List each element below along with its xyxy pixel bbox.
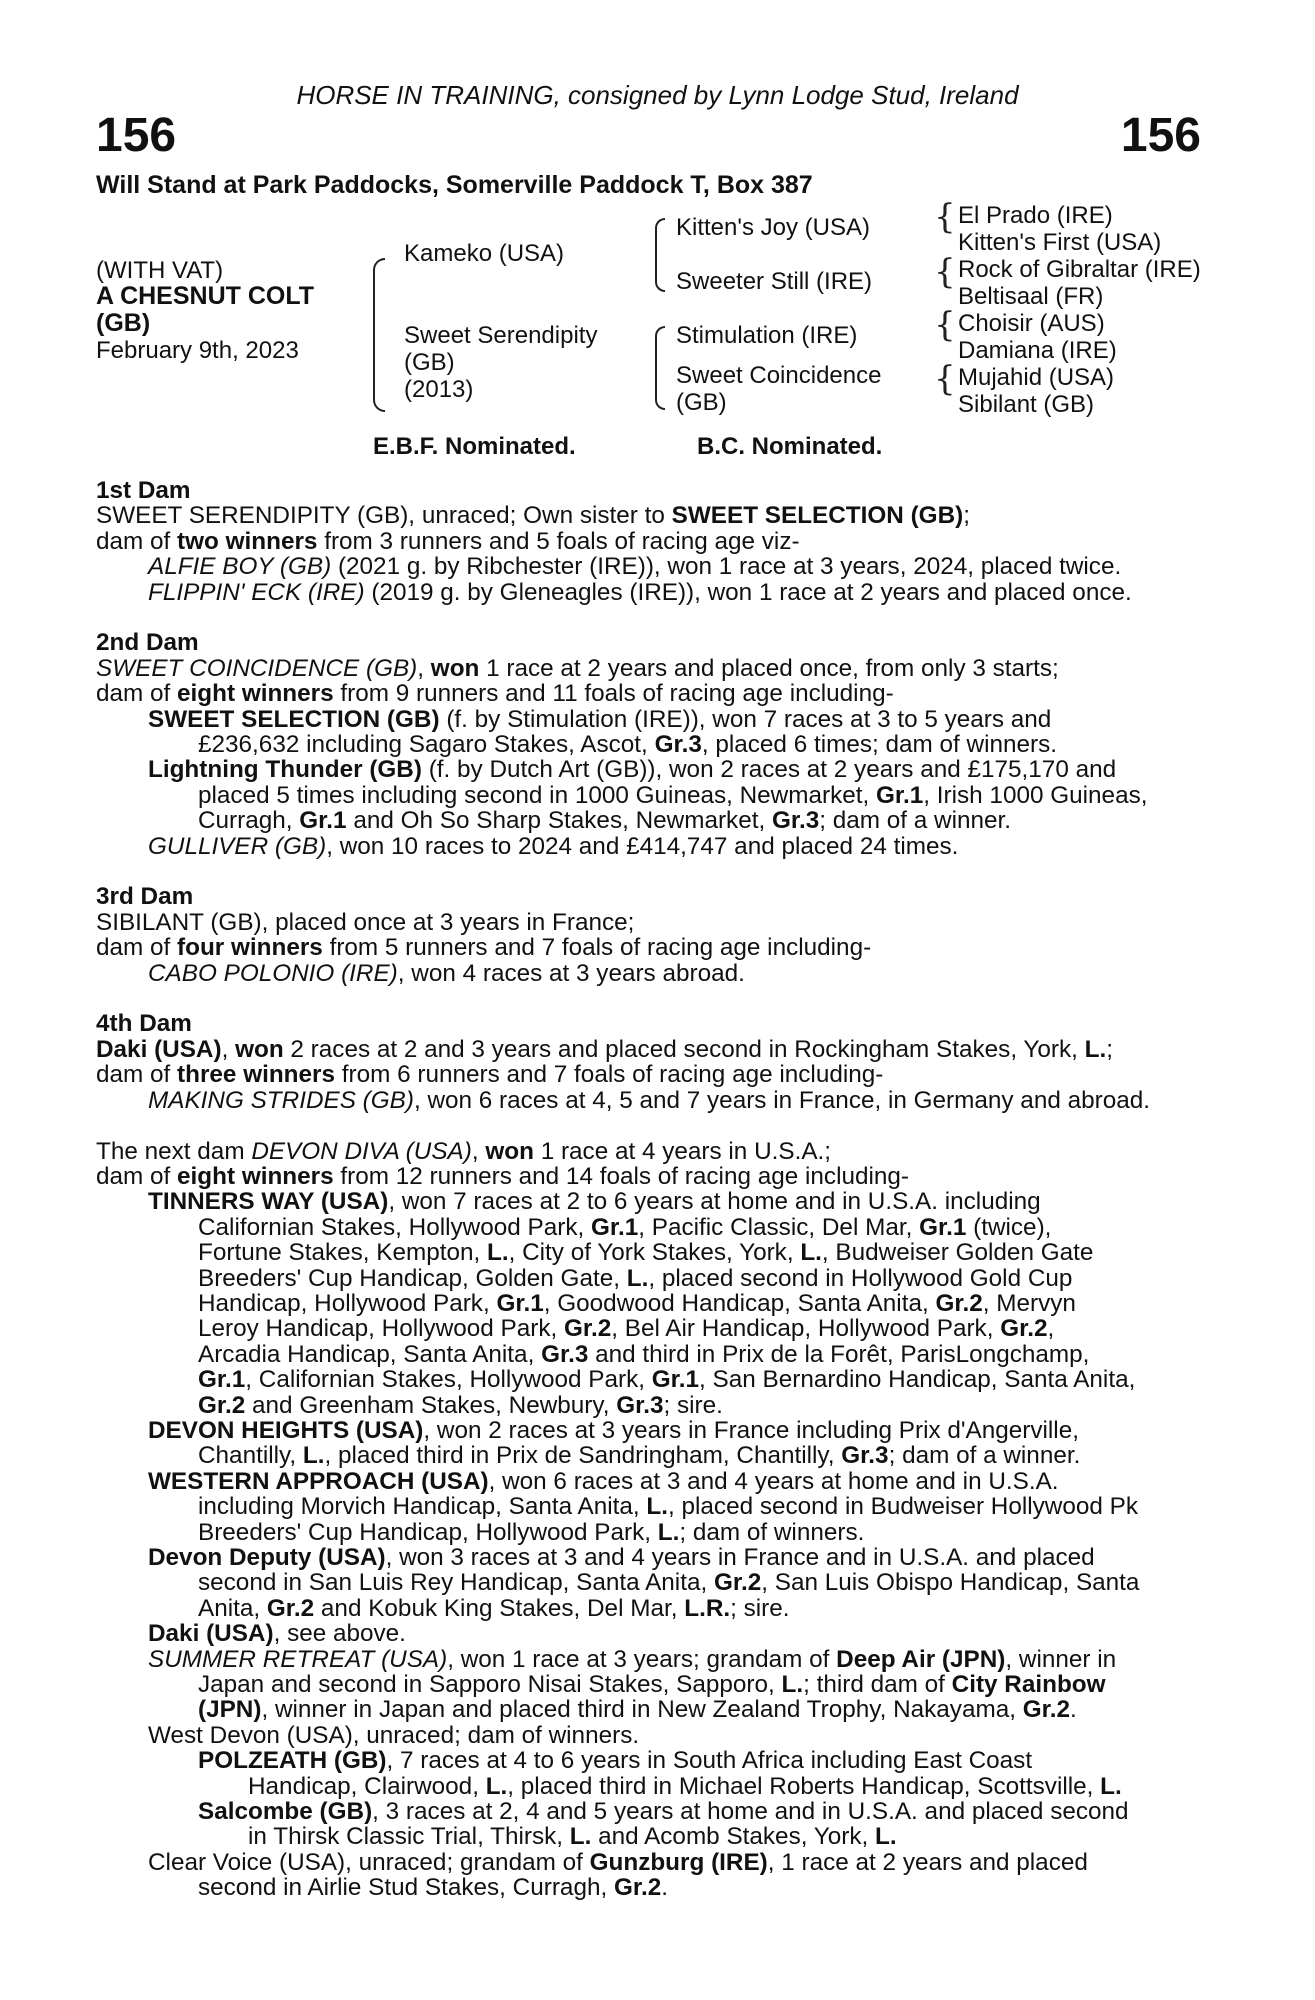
next-dam-offspring: TINNERS WAY (USA), won 7 races at 2 to 6 years at home and in U.S.A. including xyxy=(148,1188,1041,1216)
second-dam-line: SWEET COINCIDENCE (GB), won 1 race at 2 years and placed once, from only 3 starts; xyxy=(96,654,1059,682)
next-dam-offspring: Gr.2 and Greenham Stakes, Newbury, Gr.3; sire. xyxy=(198,1391,723,1419)
ancestor-ddd: Sibilant (GB) xyxy=(958,391,1095,418)
second-dam-line: dam of eight winners from 9 runners and 11 foals of racing age including- xyxy=(96,680,894,708)
vat-label: (WITH VAT) xyxy=(96,257,224,284)
first-dam-line: dam of two winners from 3 runners and 5 foals of racing age viz- xyxy=(96,527,800,555)
brace-glyph: { xyxy=(934,197,956,237)
next-dam-offspring: Handicap, Hollywood Park, Gr.1, Goodwood Handicap, Santa Anita, Gr.2, Mervyn xyxy=(198,1289,1076,1317)
second-dam-offspring: Lightning Thunder (GB) (f. by Dutch Art (GB)), won 2 races at 2 years and £175,170 and xyxy=(148,756,1117,784)
sire-name: Kameko (USA) xyxy=(404,240,565,267)
grand-offspring: POLZEATH (GB), 7 races at 4 to 6 years in South Africa including East Coast xyxy=(198,1747,1033,1775)
next-dam-offspring: Leroy Handicap, Hollywood Park, Gr.2, Bel Air Handicap, Hollywood Park, Gr.2, xyxy=(198,1315,1055,1343)
next-dam-offspring: West Devon (USA), unraced; dam of winners. xyxy=(148,1721,640,1749)
next-dam-offspring: second in Airlie Stud Stakes, Curragh, Gr.2. xyxy=(198,1874,669,1902)
first-dam-offspring: FLIPPIN' ECK (IRE) (2019 g. by Gleneagles (IRE)), won 1 race at 2 years and placed once. xyxy=(148,578,1132,606)
third-dam-line: SIBILANT (GB), placed once at 3 years in France; xyxy=(96,908,635,936)
produce-record xyxy=(96,478,1204,1901)
next-dam-line: The next dam DEVON DIVA (USA), won 1 race at 4 years in U.S.A.; xyxy=(96,1137,832,1165)
grand-offspring: Handicap, Clairwood, L., placed third in Michael Roberts Handicap, Scottsville, L. xyxy=(248,1772,1122,1800)
lot-number-right: 156 xyxy=(1120,109,1201,162)
next-dam-offspring: Californian Stakes, Hollywood Park, Gr.1, Pacific Classic, Del Mar, Gr.1 (twice), xyxy=(198,1213,1052,1241)
next-dam-offspring: Clear Voice (USA), unraced; grandam of Gunzburg (IRE), 1 race at 2 years and placed xyxy=(148,1848,1088,1876)
pedigree-brace xyxy=(373,258,385,412)
dam-name: Sweet Serendipity xyxy=(404,322,598,349)
next-dam-offspring: Chantilly, L., placed third in Prix de Sandringham, Chantilly, Gr.3; dam of a winner. xyxy=(198,1442,1081,1470)
brace-glyph: { xyxy=(934,252,956,292)
next-dam-offspring: Breeders' Cup Handicap, Golden Gate, L., placed second in Hollywood Gold Cup xyxy=(198,1264,1073,1292)
ebf-nomination: E.B.F. Nominated. xyxy=(373,433,576,460)
ancestor-ssd: Kitten's First (USA) xyxy=(958,229,1162,256)
next-dam-offspring: second in San Luis Rey Handicap, Santa Anita, Gr.2, San Luis Obispo Handicap, Santa xyxy=(198,1569,1140,1597)
third-dam-heading: 3rd Dam xyxy=(96,883,194,911)
third-dam-line: dam of four winners from 5 runners and 7 foals of racing age including- xyxy=(96,934,872,962)
fourth-dam-line: Daki (USA), won 2 races at 2 and 3 years and placed second in Rockingham Stakes, York, L.; xyxy=(96,1035,1113,1063)
next-dam-offspring: DEVON HEIGHTS (USA), won 2 races at 3 years in France including Prix d'Angerville, xyxy=(148,1416,1079,1444)
brace-glyph: { xyxy=(934,305,956,345)
second-dam-offspring: £236,632 including Sagaro Stakes, Ascot, Gr.3, placed 6 times; dam of winners. xyxy=(198,731,1058,759)
third-dam-offspring: CABO POLONIO (IRE), won 4 races at 3 years abroad. xyxy=(148,959,745,987)
ancestor-sds: Rock of Gibraltar (IRE) xyxy=(958,256,1201,283)
dam-brace xyxy=(655,326,665,410)
horse-origin: (GB) xyxy=(96,309,151,337)
fourth-dam-line: dam of three winners from 6 runners and 7 foals of racing age including- xyxy=(96,1061,884,1089)
ancestor-sss: El Prado (IRE) xyxy=(958,202,1113,229)
sire-brace xyxy=(655,218,665,292)
dam-dam: Sweet Coincidence xyxy=(676,362,882,389)
horse-name: A CHESNUT COLT xyxy=(96,282,315,310)
first-dam-offspring: ALFIE BOY (GB) (2021 g. by Ribchester (IRE)), won 1 race at 3 years, 2024, placed twice. xyxy=(148,553,1122,581)
second-dam-offspring: GULLIVER (GB), won 10 races to 2024 and £414,747 and placed 24 times. xyxy=(148,832,959,860)
bc-nomination: B.C. Nominated. xyxy=(697,433,883,460)
next-dam-offspring: Anita, Gr.2 and Kobuk King Stakes, Del Mar, L.R.; sire. xyxy=(198,1594,790,1622)
next-dam-offspring: SUMMER RETREAT (USA), won 1 race at 3 years; grandam of Deep Air (JPN), winner in xyxy=(148,1645,1117,1673)
fourth-dam-offspring: MAKING STRIDES (GB), won 6 races at 4, 5 and 7 years in France, in Germany and abroad. xyxy=(148,1086,1150,1114)
next-dam-offspring: Breeders' Cup Handicap, Hollywood Park, L.; dam of winners. xyxy=(198,1518,865,1546)
second-dam-heading: 2nd Dam xyxy=(96,629,199,657)
first-dam-heading: 1st Dam xyxy=(96,477,191,504)
next-dam-offspring: Japan and second in Sapporo Nisai Stakes, Sapporo, L.; third dam of City Rainbow xyxy=(198,1671,1106,1699)
dam-sire: Stimulation (IRE) xyxy=(676,322,858,349)
next-dam-offspring: Gr.1, Californian Stakes, Hollywood Park, Gr.1, San Bernardino Handicap, Santa Anita, xyxy=(198,1366,1136,1394)
second-dam-offspring: placed 5 times including second in 1000 Guineas, Newmarket, Gr.1, Irish 1000 Guineas, xyxy=(198,781,1148,809)
ancestor-dss: Choisir (AUS) xyxy=(958,310,1105,337)
grand-offspring: Salcombe (GB), 3 races at 2, 4 and 5 years at home and in U.S.A. and placed second xyxy=(198,1798,1129,1826)
brace-glyph: { xyxy=(934,359,956,399)
next-dam-offspring: Arcadia Handicap, Santa Anita, Gr.3 and third in Prix de la Forêt, ParisLongchamp, xyxy=(198,1340,1090,1368)
dam-origin: (GB) xyxy=(404,349,455,376)
ancestor-dds: Mujahid (USA) xyxy=(958,364,1115,391)
second-dam-offspring: SWEET SELECTION (GB) (f. by Stimulation (IRE)), won 7 races at 3 to 5 years and xyxy=(148,705,1052,733)
first-dam-line: SWEET SERENDIPITY (GB), unraced; Own sister to SWEET SELECTION (GB); xyxy=(96,502,970,530)
fourth-dam-heading: 4th Dam xyxy=(96,1010,192,1038)
grand-offspring: in Thirsk Classic Trial, Thirsk, L. and Acomb Stakes, York, L. xyxy=(248,1823,897,1851)
ancestor-sdd: Beltisaal (FR) xyxy=(958,283,1104,310)
next-dam-offspring: (JPN), winner in Japan and placed third in New Zealand Trophy, Nakayama, Gr.2. xyxy=(198,1696,1077,1724)
next-dam-offspring: Devon Deputy (USA), won 3 races at 3 and 4 years in France and in U.S.A. and placed xyxy=(148,1544,1095,1571)
next-dam-offspring: Fortune Stakes, Kempton, L., City of York Stakes, York, L., Budweiser Golden Gate xyxy=(198,1239,1094,1267)
foaling-date: February 9th, 2023 xyxy=(96,337,299,364)
dam-dam-origin: (GB) xyxy=(676,389,727,416)
catalogue-header: HORSE IN TRAINING, consigned by Lynn Lodge Stud, Ireland xyxy=(296,80,1019,110)
sire-sire: Kitten's Joy (USA) xyxy=(676,214,870,241)
next-dam-offspring: including Morvich Handicap, Santa Anita, L., placed second in Budweiser Hollywood Pk xyxy=(198,1493,1138,1521)
stand-location: Will Stand at Park Paddocks, Somerville Paddock T, Box 387 xyxy=(96,171,813,199)
next-dam-line: dam of eight winners from 12 runners and 14 foals of racing age including- xyxy=(96,1162,910,1190)
next-dam-offspring: Daki (USA), see above. xyxy=(148,1620,406,1648)
lot-number-left: 156 xyxy=(96,109,177,162)
second-dam-offspring: Curragh, Gr.1 and Oh So Sharp Stakes, Newmarket, Gr.3; dam of a winner. xyxy=(198,807,1012,835)
ancestor-dsd: Damiana (IRE) xyxy=(958,337,1117,364)
sire-dam: Sweeter Still (IRE) xyxy=(676,268,873,295)
dam-year: (2013) xyxy=(404,376,474,403)
next-dam-offspring: WESTERN APPROACH (USA), won 6 races at 3 and 4 years at home and in U.S.A. xyxy=(148,1467,1059,1495)
